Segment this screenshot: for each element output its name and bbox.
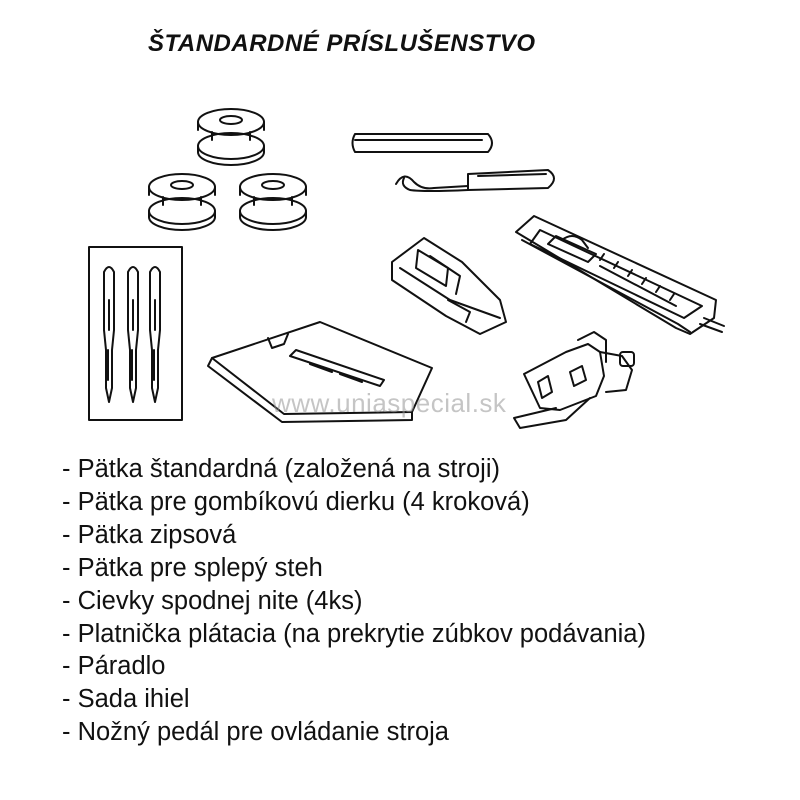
buttonhole-foot-icon	[516, 216, 724, 334]
presser-foot-icon	[392, 238, 506, 334]
watermark: www.uniaspecial.sk	[272, 388, 507, 418]
page-title: ŠTANDARDNÉ PRÍSLUŠENSTVO	[148, 30, 536, 57]
zipper-foot-icon	[514, 332, 634, 428]
seam-ripper-cap-icon	[353, 134, 493, 152]
bobbin-icon	[149, 174, 215, 230]
list-item: - Cievky spodnej nite (4ks)	[62, 586, 363, 615]
accessory-list	[62, 453, 646, 749]
list-item: - Páradlo	[62, 652, 166, 681]
seam-ripper-icon	[396, 170, 554, 191]
needle-set-icon	[89, 247, 182, 420]
bobbin-icon	[240, 174, 306, 230]
list-item: - Pätka pre splepý steh	[62, 553, 323, 582]
list-item: - Pätka pre gombíkovú dierku (4 kroková)	[62, 487, 530, 516]
list-item: - Pätka štandardná (založená na stroji)	[62, 455, 500, 483]
list-item: - Pätka zipsová	[62, 520, 237, 549]
bobbin-icon	[198, 109, 264, 165]
list-item: - Nožný pedál pre ovládanie stroja	[62, 718, 449, 747]
list-item: - Sada ihiel	[62, 685, 190, 714]
list-item: - Platnička plátacia (na prekrytie zúbkov podávania)	[62, 619, 646, 648]
